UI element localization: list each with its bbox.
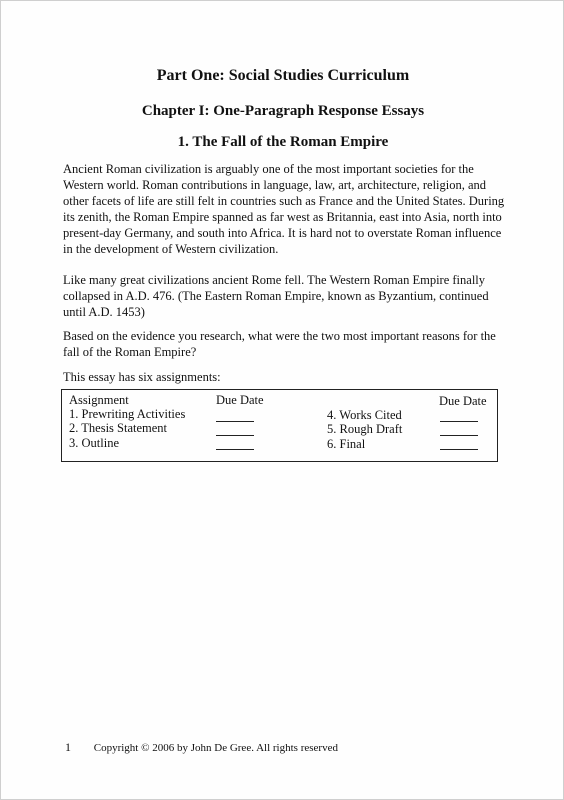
part-heading: Part One: Social Studies Curriculum xyxy=(156,67,410,84)
intro-line: other facets of life are still felt in countries such as France and the United States. During xyxy=(63,194,505,208)
due-date-blank[interactable] xyxy=(216,435,254,436)
assignment-item: 4. Works Cited xyxy=(327,408,402,422)
due-date-blank[interactable] xyxy=(216,449,254,450)
question-line: Based on the evidence you research, what were the two most important reasons for the xyxy=(63,329,496,343)
due-date-blank[interactable] xyxy=(440,421,478,422)
due-date-blank[interactable] xyxy=(216,421,254,422)
question-paragraph xyxy=(63,328,523,360)
copyright-notice: Copyright © 2006 by John De Gree. All rights reserved xyxy=(93,742,338,754)
header-assignment: Assignment xyxy=(69,393,129,407)
fall-paragraph xyxy=(63,272,523,320)
header-due-date-right: Due Date xyxy=(439,394,487,408)
assignment-item: 2. Thesis Statement xyxy=(69,421,168,435)
assignments-table xyxy=(61,389,498,462)
assignment-item: 1. Prewriting Activities xyxy=(69,407,186,421)
fall-line: collapsed in A.D. 476. (The Eastern Roman Empire, known as Byzantium, continued xyxy=(63,289,489,303)
fall-line: Like many great civilizations ancient Rome fell. The Western Roman Empire finally xyxy=(63,273,486,287)
page-footer xyxy=(65,740,338,755)
intro-paragraph xyxy=(63,161,523,257)
due-date-blank[interactable] xyxy=(440,449,478,450)
assignment-item: 5. Rough Draft xyxy=(327,422,403,436)
fall-line: until A.D. 1453) xyxy=(63,305,145,319)
assignment-item: 3. Outline xyxy=(69,436,119,450)
intro-line: present-day Germany, and south into Africa. It is hard not to overstate Roman influence xyxy=(63,226,502,240)
due-date-blank[interactable] xyxy=(440,435,478,436)
intro-line: in the development of Western civilization. xyxy=(63,242,279,256)
intro-line: its zenith, the Roman Empire spanned as far west as Britannia, east into Asia, north into xyxy=(63,210,502,224)
chapter-heading: Chapter I: One-Paragraph Response Essays xyxy=(141,103,425,119)
section-heading: 1. The Fall of the Roman Empire xyxy=(177,134,389,150)
intro-line: Western world. Roman contributions in language, law, art, architecture, religion, and xyxy=(63,178,487,192)
intro-line: Ancient Roman civilization is arguably one of the most important societies for the xyxy=(63,162,474,176)
header-due-date-left: Due Date xyxy=(216,393,264,407)
assignments-intro xyxy=(63,369,523,385)
question-line: fall of the Roman Empire? xyxy=(63,345,197,359)
page-number: 1 xyxy=(65,740,71,754)
assignments-intro-line: This essay has six assignments: xyxy=(63,370,221,384)
assignment-item: 6. Final xyxy=(327,437,366,451)
